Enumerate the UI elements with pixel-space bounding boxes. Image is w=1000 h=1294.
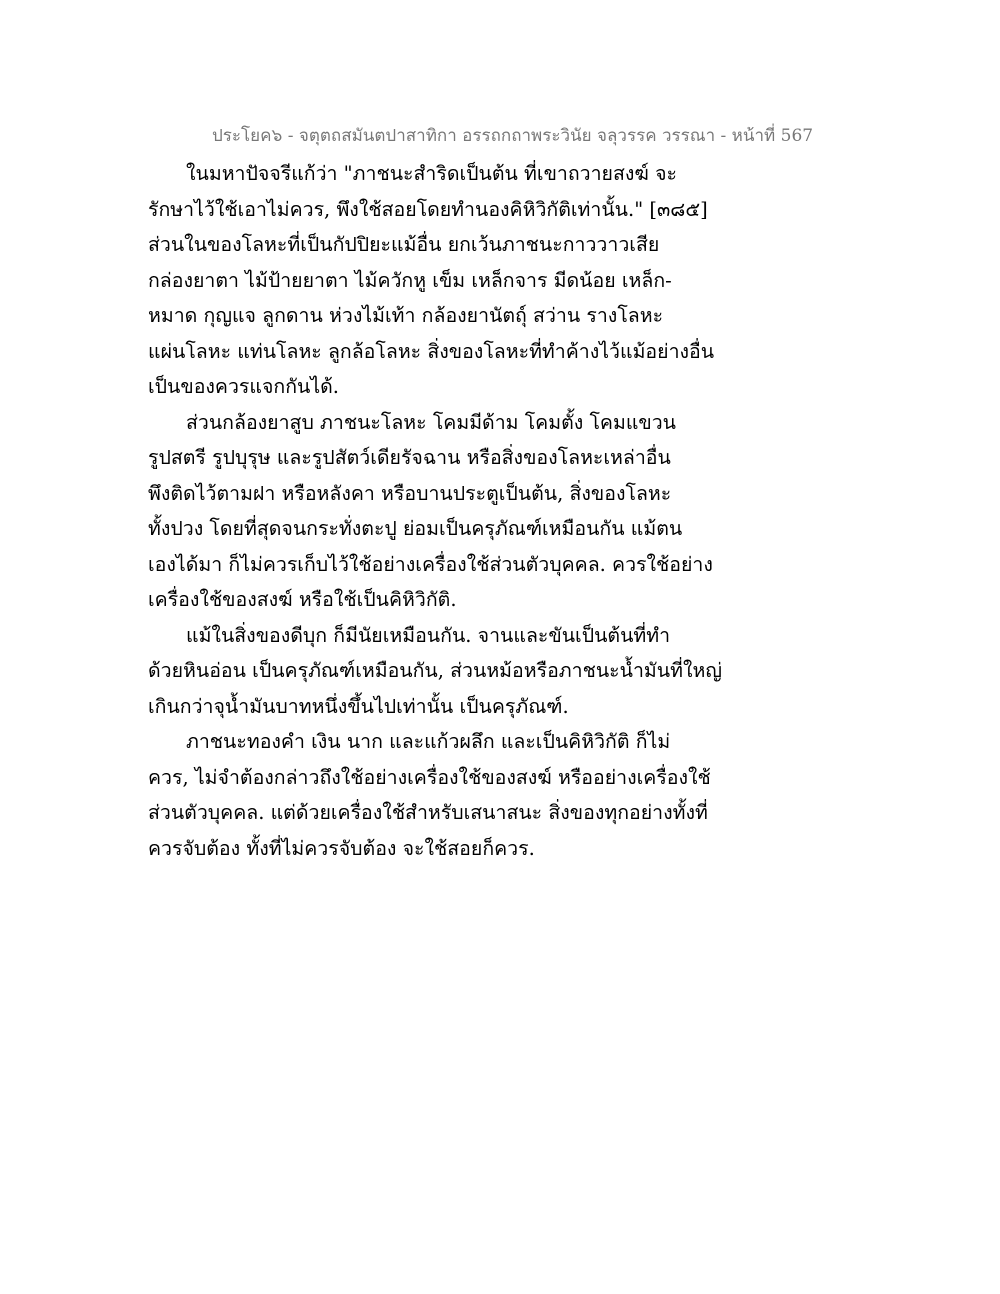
text-line: พึงติดไว้ตามฝา หรือหลังคา หรือบานประตูเป็นต้น, สิ่งของโลหะ	[148, 481, 672, 505]
text-line: รูปสตรี รูปบุรุษ และรูปสัตว์เดียรัจฉาน หรือสิ่งของโลหะเหล่าอื่น	[148, 446, 671, 469]
text-line: เกินกว่าจุน้ำมันบาทหนึ่งขึ้นไปเท่านั้น เป็นครุภัณฑ์.	[148, 694, 569, 718]
text-line: ภาชนะทองคำ เงิน นาก และแก้วผลึก และเป็นคิหิวิกัติ ก็ไม่	[186, 730, 671, 753]
text-line: เครื่องใช้ของสงฆ์ หรือใช้เป็นคิหิวิกัติ.	[148, 588, 457, 611]
text-line: เองได้มา ก็ไม่ควรเก็บไว้ใช้อย่างเครื่องใช้ส่วนตัวบุคคล. ควรใช้อย่าง	[148, 552, 713, 576]
text-line: ส่วนตัวบุคคล. แต่ด้วยเครื่องใช้สำหรับเสนาสนะ สิ่งของทุกอย่างทั้งที่	[148, 801, 708, 824]
text-line: ควรจับต้อง ทั้งที่ไม่ควรจับต้อง จะใช้สอยก็ควร.	[148, 836, 535, 860]
page-header: ประโยค๖ - จตุตถสมันตปาสาทิกา อรรถกถาพระวินัย จลุวรรค วรรณา - หน้าที่ 567	[212, 126, 814, 146]
text-line: หมาด กุญแจ ลูกดาน ห่วงไม้เท้า กล้องยานัตถุ์ สว่าน รางโลหะ	[148, 304, 664, 327]
text-line: ในมหาปัจจรีแก้ว่า "ภาชนะสำริดเป็นต้น ที่เขาถวายสงฆ์ จะ	[186, 162, 677, 185]
text-line: ทั้งปวง โดยที่สุดจนกระทั่งตะปู ย่อมเป็นครุภัณฑ์เหมือนกัน แม้ตน	[148, 517, 683, 540]
text-line: ส่วนกล้องยาสูบ ภาชนะโลหะ โคมมีด้าม โคมตั้ง โคมแขวน	[186, 410, 677, 434]
text-line: ส่วนในของโลหะที่เป็นกัปปิยะแม้อื่น ยกเว้นภาชนะกาววาวเสีย	[148, 233, 660, 256]
text-line: แม้ในสิ่งของดีบุก ก็มีนัยเหมือนกัน. จานและขันเป็นต้นที่ทำ	[186, 623, 671, 647]
text-line: แผ่นโลหะ แท่นโลหะ ลูกล้อโลหะ สิ่งของโลหะที่ทำค้างไว้แม้อย่างอื่น	[148, 339, 715, 363]
text-line: ควร, ไม่จำต้องกล่าวถึงใช้อย่างเครื่องใช้ของสงฆ์ หรืออย่างเครื่องใช้	[148, 765, 711, 789]
body-text	[148, 156, 728, 866]
text-line: กล่องยาตา ไม้ป้ายยาตา ไม้ควักหู เข็ม เหล็กจาร มีดน้อย เหล็ก-	[148, 268, 672, 292]
text-line: ด้วยหินอ่อน เป็นครุภัณฑ์เหมือนกัน, ส่วนหม้อหรือภาชนะน้ำมันที่ใหญ่	[148, 659, 722, 682]
text-line: เป็นของควรแจกกันได้.	[148, 375, 340, 398]
text-line: รักษาไว้ใช้เอาไม่ควร, พึงใช้สอยโดยทำนองคิหิวิกัติเท่านั้น." [๓๘๕]	[148, 197, 708, 221]
